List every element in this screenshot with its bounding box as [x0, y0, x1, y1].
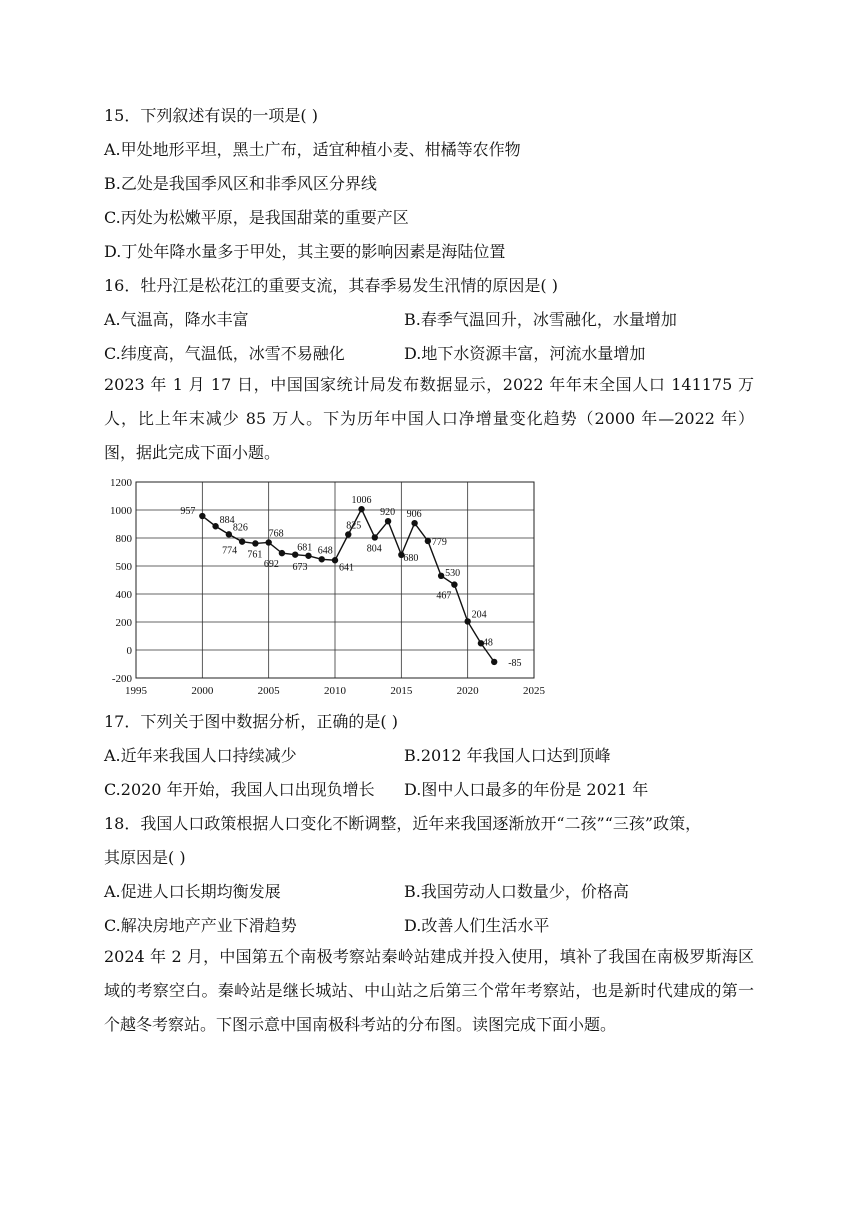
q18-option-a: A.促进人口长期均衡发展	[104, 882, 281, 901]
data-label: 920	[380, 507, 396, 519]
data-point	[372, 534, 378, 540]
y-tick-label: 1000	[110, 505, 132, 517]
q15-option-d: D.丁处年降水量多于甲处，其主要的影响因素是海陆位置	[104, 242, 506, 261]
data-point	[425, 538, 431, 544]
q17-option-b: B.2012 年我国人口达到顶峰	[404, 746, 611, 765]
data-point	[411, 520, 417, 526]
data-point	[451, 581, 457, 587]
x-tick-label: 2010	[324, 685, 346, 697]
q18-option-d: D.改善人们生活水平	[404, 916, 550, 935]
y-tick-label: 200	[115, 617, 132, 629]
data-label: 804	[366, 543, 382, 555]
data-label: 680	[403, 552, 419, 564]
q16-option-d: D.地下水资源丰富，河流水量增加	[404, 344, 646, 363]
data-label: 673	[292, 561, 308, 573]
data-label: 825	[346, 520, 362, 532]
q17-stem: 17．下列关于图中数据分析，正确的是( )	[104, 712, 398, 731]
y-tick-label: 1200	[110, 477, 132, 489]
q17-option-d: D.图中人口最多的年份是 2021 年	[404, 780, 649, 799]
data-label: 648	[317, 545, 333, 557]
data-point	[226, 531, 232, 537]
data-point	[491, 659, 497, 665]
population-chart-svg	[98, 474, 558, 704]
x-tick-label: 2020	[456, 685, 479, 697]
y-tick-label: 0	[126, 645, 132, 657]
q18-stem-line2: 其原因是( )	[104, 848, 186, 867]
q15-option-a: A.甲处地形平坦，黑土广布，适宜种植小麦、柑橘等农作物	[104, 140, 521, 159]
data-label: 530	[445, 567, 461, 579]
data-point	[239, 538, 245, 544]
data-point	[212, 523, 218, 529]
x-tick-label: 2000	[191, 685, 214, 697]
q18-option-c: C.解决房地产产业下滑趋势	[104, 916, 297, 935]
x-tick-label: 2025	[523, 685, 545, 697]
data-label: 957	[180, 506, 196, 518]
data-point	[438, 573, 444, 579]
data-label: 204	[471, 609, 487, 621]
data-label: 826	[232, 522, 248, 534]
data-label: 48	[482, 637, 493, 649]
data-label: 641	[339, 562, 354, 574]
x-tick-label: 2015	[390, 685, 413, 697]
data-point	[345, 531, 351, 537]
data-label: 1006	[351, 495, 372, 507]
data-point	[199, 513, 205, 519]
y-tick-label: -200	[111, 673, 132, 685]
data-label: 692	[263, 559, 279, 571]
q17-option-c: C.2020 年开始，我国人口出现负增长	[104, 780, 375, 799]
q16-stem: 16．牡丹江是松花江的重要支流，其春季易发生汛情的原因是( )	[104, 276, 558, 295]
q15-option-c: C.丙处为松嫩平原，是我国甜菜的重要产区	[104, 208, 409, 227]
q16-option-c: C.纬度高，气温低，冰雪不易融化	[104, 344, 345, 363]
q16-option-a: A.气温高，降水丰富	[104, 310, 249, 329]
data-label: 774	[222, 545, 238, 557]
data-label: 884	[219, 515, 235, 527]
intro-paragraph-population: 2023 年 1 月 17 日，中国国家统计局发布数据显示，2022 年年末全国人口 141175 万人，比上年末减少 85 万人。下为历年中国人口净增量变化趋势（2000 年—2022 年）图，据此完成下面小题。	[104, 375, 754, 462]
data-label: 467	[436, 590, 452, 602]
data-point	[319, 556, 325, 562]
x-tick-label: 1995	[125, 685, 147, 697]
q16-option-b: B.春季气温回升，冰雪融化，水量增加	[404, 310, 677, 329]
q18-stem-line1: 18．我国人口政策根据人口变化不断调整，近年来我国逐渐放开“二孩”“三孩”政策，	[104, 814, 702, 833]
y-tick-label: 800	[115, 533, 132, 545]
data-point	[332, 557, 338, 563]
data-point	[252, 540, 258, 546]
data-label: 779	[431, 536, 447, 548]
q15-option-b: B.乙处是我国季风区和非季风区分界线	[104, 174, 377, 193]
x-tick-label: 2005	[257, 685, 280, 697]
data-label: -85	[508, 657, 522, 669]
q15-stem: 15．下列叙述有误的一项是( )	[104, 106, 318, 125]
data-label: 768	[268, 528, 284, 540]
y-tick-label: 500	[115, 561, 132, 573]
q17-option-a: A.近年来我国人口持续减少	[104, 746, 297, 765]
data-point	[279, 550, 285, 556]
data-point	[464, 618, 470, 624]
population-chart	[98, 474, 558, 704]
data-label: 906	[406, 509, 422, 521]
data-point	[265, 539, 271, 545]
q18-option-b: B.我国劳动人口数量少，价格高	[404, 882, 629, 901]
data-label: 681	[297, 542, 313, 554]
data-point	[385, 518, 391, 524]
data-label: 761	[247, 549, 263, 561]
y-tick-label: 400	[115, 589, 132, 601]
data-point	[358, 506, 364, 512]
intro-paragraph-antarctic: 2024 年 2 月，中国第五个南极考察站秦岭站建成并投入使用，填补了我国在南极罗斯海区域的考察空白。秦岭站是继长城站、中山站之后第三个常年考察站，也是新时代建成的第一个越冬考察站。下图示意中国南极科考站的分布图。读图完成下面小题。	[104, 947, 754, 1034]
